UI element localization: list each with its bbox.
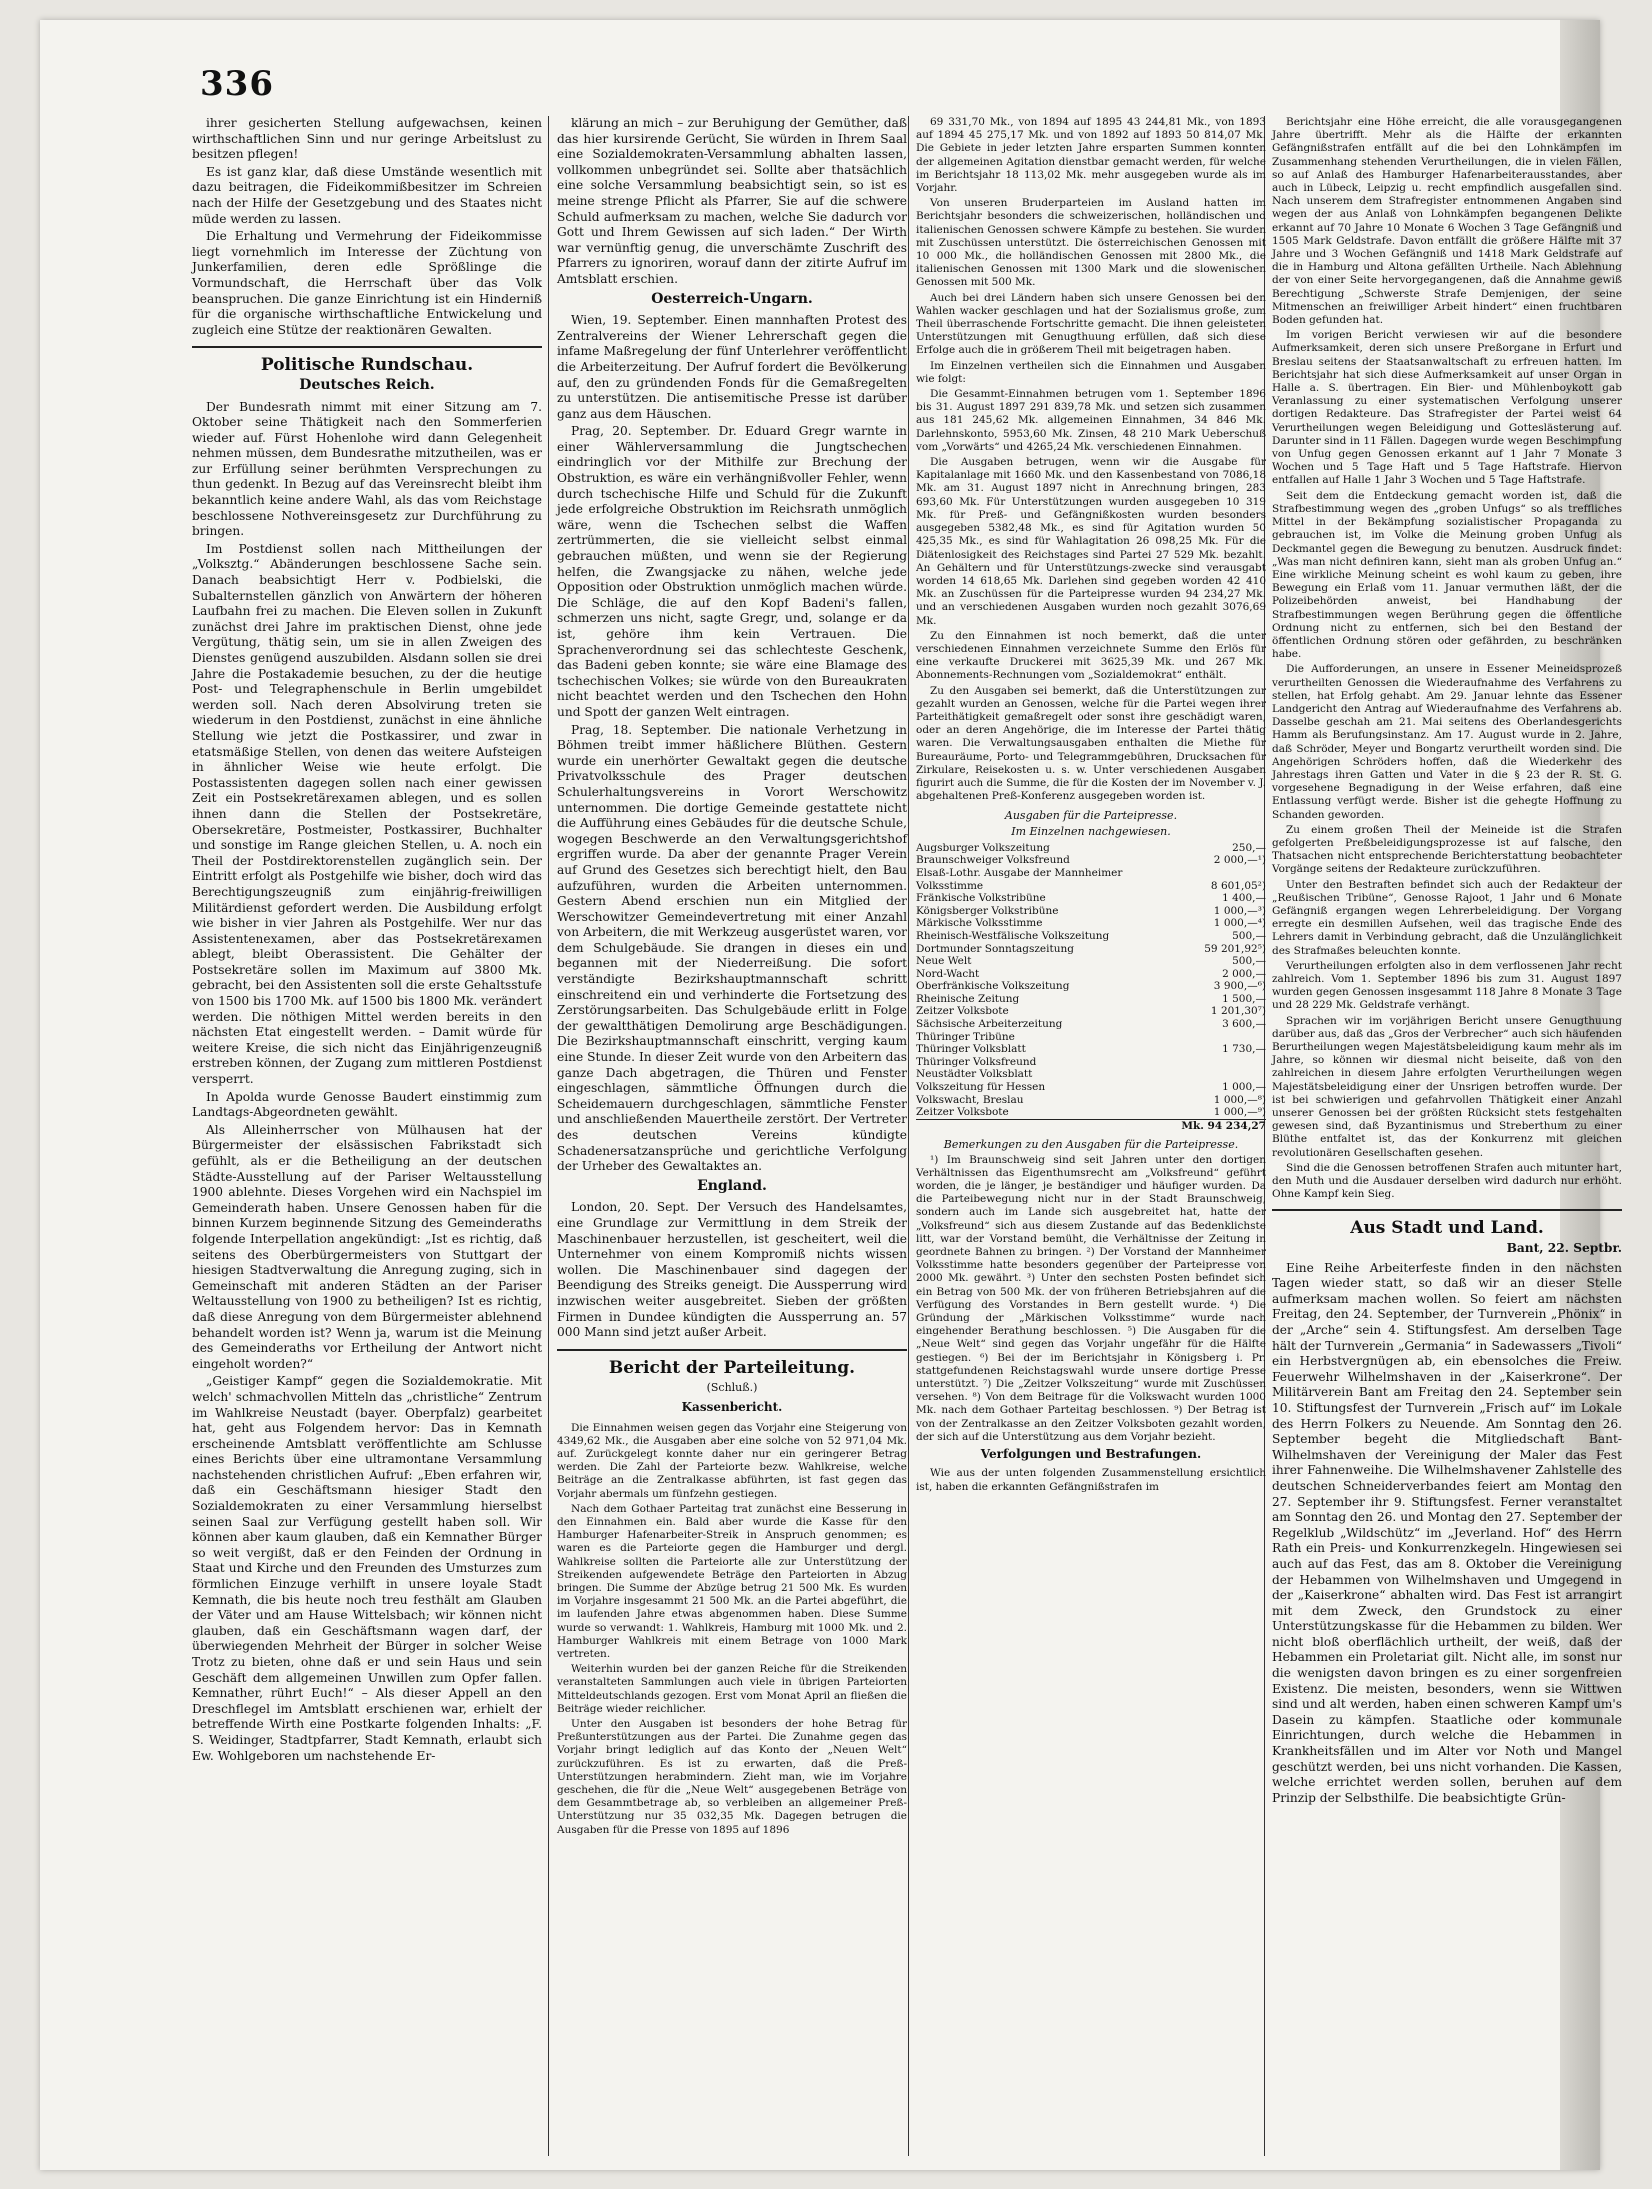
paragraph: Prag, 18. September. Die nationale Verhetzung in Böhmen treibt immer häßlichere Blüthen. Gestern wurde ein unerhörter Gewaltakt gegen die deutsche Privatvolksschule des Prager deutschen Schulerhaltungsvereins in Vorort Werschowitz unternommen. Die dortige Gemeinde gestattete nicht die Aufführung eines Gebäudes für die deutsche Schule, wogegen Beschwerde an den Verwaltungsgerichtshof ergriffen wurde. Da aber der genannte Prager Verein auf Grund des Gesetzes sich berechtigt hielt, den Bau aufzuführen, wurden die Arbeiten unternommen. Gestern Abend erschien nun ein Mitglied der Werschowitzer Gemeindevertretung mit einer Anzahl von Arbeitern, die mit Werkzeug ausgerüstet waren, vor dem Schulgebäude. Sie drangen in dieses ein und begannen mit der Niederreißung. Die sofort verständigte Bezirkshauptmannschaft schritt einschreitend ein und verhinderte die Fortsetzung des Zerstörungsarbeiten. Das Schulgebäude erlitt in Folge der gewaltthätigen Demolirung arge Beschädigungen. Die Bezirkshauptmannschaft einschritt, verging kaum eine Stunde. In dieser Zeit wurde von den Arbeitern das ganze Dach abgetragen, die Thüren und Fenster eingeschlagen, sämmtliche Öffnungen durch die Scheidemauern durchgeschlagen, sämmtliche Fenster und anschließenden Mauertheile zerstört. Der Vertreter des deutschen Vereins kündigte Schadenersatzansprüche und gerichtliche Verfolgung der Urheber des Gewaltaktes an.	[557, 722, 907, 1174]
section-subheading: Kassenbericht.	[681, 1399, 783, 1414]
table-row	[916, 930, 1266, 943]
table-row	[916, 842, 1266, 855]
column-rule	[548, 116, 549, 2156]
table-cell-value	[1164, 1056, 1266, 1069]
notes-heading: Bemerkungen zu den Ausgaben für die Parteipresse.	[943, 1138, 1239, 1152]
heading-note: (Schluß.)	[706, 1381, 758, 1395]
paragraph: Wie aus der unten folgenden Zusammenstellung ersichtlich ist, haben die erkannten Gefängnißstrafen im	[916, 1467, 1266, 1493]
table-row	[916, 1106, 1266, 1119]
paragraph: Es ist ganz klar, daß diese Umstände wesentlich mit dazu beitragen, die Fideikommißbesitzer im Schreien nach der Hilfe der Gesetzgebung und des Staates nicht müde werden zu lassen.	[192, 164, 542, 226]
table-total-row	[916, 1119, 1266, 1132]
table-cell-value: 2 000,—	[1222, 967, 1266, 980]
paragraph: Zu den Ausgaben sei bemerkt, daß die Unterstützungen zur gezahlt wurden an Genossen, welche für die Partei wegen ihrer Parteithätigkeit gemaßregelt oder sonst ihre geschädigt waren, oder an deren Angehörige, die im Interesse der Partei thätig waren. Die Verwaltungsausgaben enthalten die Miethe für Bureauräume, Porto- und Telegrammgebühren, Drucksachen für Zirkulare, Reisekosten u. s. w. Unter verschiedenen Ausgaben figurirt auch die Summe, die für die Kosten der im November v. J. abgehaltenen Preß-Konferenz ausgegeben worden ist.	[916, 684, 1266, 803]
table-caption: Ausgaben für die Parteipresse.	[1004, 809, 1178, 823]
table-cell-value: 1 000,—	[1222, 1081, 1266, 1094]
table-cell-name: Augsburger Volkszeitung	[916, 841, 1050, 854]
section-subheading: Deutsches Reich.	[299, 376, 435, 393]
table-cell-name: Neustädter Volksblatt	[916, 1068, 1033, 1081]
table-cell-value	[1164, 1068, 1266, 1081]
table-row	[916, 1094, 1266, 1107]
table-cell-name: Oberfränkische Volkszeitung	[916, 980, 1070, 993]
table-row	[916, 917, 1266, 930]
paragraph: Sind die die Genossen betroffenen Strafen auch mitunter hart, den Muth und die Ausdauer derselben wird dadurch nur erhöht. Ohne Kampf kein Sieg.	[1272, 1161, 1622, 1201]
table-cell-name: Volksstimme	[916, 879, 984, 892]
table-cell-value: 59 201,92⁵)	[1204, 942, 1266, 955]
paragraph: Unter den Ausgaben ist besonders der hohe Betrag für Preßunterstützungen aus der Partei. Die Zunahme gegen das Vorjahr bringt lediglich auf das Konto der „Neuen Welt“ zurückzuführen. Es ist zu erwarten, daß die Preß-Unterstützungen herabmindern. Zieht man, wie im Vorjahre geschehen, die für die „Neue Welt“ ausgegebenen Beträge von dem Gesammtbetrage ab, so verbleiben an allgemeiner Preß-Unterstützung nur 35 032,35 Mk. Dagegen betrugen die Ausgaben für die Presse von 1895 auf 1896	[557, 1717, 907, 1836]
paragraph: Eine Reihe Arbeiterfeste finden in den nächsten Tagen wieder statt, so daß wir an dieser Stelle aufmerksam machen wollen. So feiert am nächsten Freitag, den 24. September, der Turnverein „Phönix“ in der „Arche“ sein 4. Stiftungsfest. Am derselben Tage hält der Turnverein „Germania“ in Sadewassers „Tivoli“ ein Herbstvergnügen ab, ein ebensolches die Freiw. Feuerwehr Wilhelmshaven in der „Kaiserkrone“. Der Militärverein Bant am Freitag den 24. September sein 10. Stiftungsfest der Turnverein „Frisch auf“ im Lokale des Herrn Folkers zu Neuende. Am Sonntag den 26. September begeht die Mitgliedschaft Bant-Wilhelmshaven der Vereinigung der Maler das Fest ihrer Fahnenweihe. Die Wilhelmshavener Zahlstelle des deutschen Schneiderverbandes feiert am Montag den 27. September ihr 9. Stiftungsfest. Ferner veranstaltet am Sonntag den 26. und Montag den 27. September der Regelklub „Wildschütz“ im „Jeverland. Hof“ des Herrn Rath ein Preis- und Konkurrenzkegeln. Hingewiesen sei auch auf das Fest, das am 8. Oktober die Vereinigung der Hebammen von Wilhelmshaven und Umgegend in der „Kaiserkrone“ abhalten wird. Das Fest ist arrangirt mit dem Zweck, den Grundstock zu einer Unterstützungskasse für die Hebammen zu bilden. Wer nicht bloß oberflächlich urtheilt, der weiß, daß der Hebammen ein Proletariat gilt. Nicht alle, im sonst nur die wenigsten davon bringen es zu einer sorgenfreien Existenz. Die meisten, besonders, wenn sie Wittwen sind und alt werden, haben einen schweren Kampf um's Dasein zu kämpfen. Staatliche oder kommunale Einrichtungen, durch welche die Hebammen in Krankheitsfällen und im Alter vor Noth und Mangel geschützt werden, bei uns nicht vorhanden. Die Kassen, welche errichtet werden sollen, beruhen auf dem Prinzip der Selbsthilfe. Die beabsichtigte Grün-	[1272, 1260, 1622, 1805]
paragraph: Unter den Bestraften befindet sich auch der Redakteur der „Reußischen Tribüne“, Genosse Rajoot, 1 Jahr und 6 Monate Gefängniß ergangen wegen Lehrerbeleidigung. Der Vorgang erregte ein desmillen Aufsehen, weil das tragische Ende des Lehrers damit in Verbindung gebracht, daß die Unzulänglichkeit des Strafmaßes beleuchten konnte.	[1272, 878, 1622, 957]
paragraph: Im Postdienst sollen nach Mittheilungen der „Volksztg.“ Abänderungen beschlossene Sache sein. Danach beabsichtigt Herr v. Podbielski, die Subalternstellen gänzlich von Anwärtern der höheren Laufbahn frei zu machen. Die Eleven sollen in Zukunft zunächst drei Jahre im praktischen Dienst, ohne jede Vergütung, thätig sein, um sie in allen Zweigen des Dienstes genügend auszubilden. Alsdann sollen sie drei Jahre die Postakademie besuchen, zu der die heutige Post- und Telegraphenschule in Berlin umgebildet werden soll. Nach deren Absolvirung treten sie wiederum in den Postdienst, zunächst in eine ähnliche Stellung wie jetzt die Postkassirer, und zwar in etatsmäßige Stellen, von denen das weitere Aufsteigen in ähnlicher Weise wie heute erfolgt. Die Postassistenten dagegen sollen nach einer gewissen Zeit ein Postsekretärexamen ablegen, und es sollen ihnen dann die Stellen der Postsekretäre, Obersekretäre, Postmeister, Postkassirer, Buchhalter und sonstige im Range gleichen Stellen, u. A. noch ein Theil der Postdirektorenstellen zugänglich sein. Der Eintritt erfolgt als Postgehilfe wie bisher, doch wird das Berechtigungszeugniß zum einjährig-freiwilligen Militärdienst gefordert werden. Die Ausbildung erfolgt wie bisher in vier Jahren als Postgehilfe. Wer nur das Assistentenexamen, aber das Postsekretärexamen ablegt, bleibt Oberassistent. Die Gehälter der Postsekretäre sollen im Maximum auf 3800 Mk. gebracht, bei den Assistenten soll die erste Gehaltsstufe von 1500 bis 1700 Mk. auf 1500 bis 1800 Mk. verändert werden. Die nöthigen Mittel werden bereits in den nächsten Etat eingestellt werden. – Damit würde für weitere Kreise, die sich nicht das Einjährigenzeugniß erstreben können, der Zugang zum mittleren Postdienst versperrt.	[192, 541, 542, 1087]
table-cell-value: 500,—	[1232, 955, 1266, 968]
section-divider	[1272, 1209, 1622, 1211]
table-cell-name: Märkische Volksstimme	[916, 917, 1043, 930]
table-row	[916, 943, 1266, 956]
table-row	[916, 1068, 1266, 1081]
table-cell-name: Rheinisch-Westfälische Volkszeitung	[916, 929, 1110, 942]
paragraph: London, 20. Sept. Der Versuch des Handelsamtes, eine Grundlage zur Vermittlung in dem Streik der Maschinenbauer herzustellen, ist gescheitert, weil die Unternehmer von einem Kompromiß nichts wissen wollen. Die Maschinenbauer sind dagegen der Beendigung des Streiks geneigt. Die Aussperrung wird inzwischen weiter ausgebreitet. Sieben der größten Firmen in Dundee kündigten die Aussperrung an. 57 000 Mann sind jetzt außer Arbeit.	[557, 1200, 907, 1340]
section-divider	[192, 346, 542, 348]
paragraph: Wien, 19. September. Einen mannhaften Protest des Zentralvereins der Wiener Lehrerschaft gegen die infame Maßregelung der fünf Unterlehrer veröffentlicht die Arbeiterzeitung. Der Aufruf fordert die Bevölkerung auf, den zu gründenden Fonds für die Gemaßregelten zu unterstützen. Die antisemitische Presse ist darüber ganz aus dem Häuschen.	[557, 313, 907, 421]
table-cell-name: Rheinische Zeitung	[916, 992, 1020, 1005]
column-rule	[908, 116, 909, 2156]
table-cell-value: 3 600,—	[1222, 1018, 1266, 1031]
column-3	[916, 116, 1266, 2166]
newspaper-page	[40, 20, 1622, 2170]
column-4	[1272, 116, 1622, 2166]
column-2	[557, 116, 907, 2166]
table-cell-name: Thüringer Tribüne	[916, 1030, 1015, 1043]
footnotes: ¹) Im Braunschweig sind seit Jahren unter den dortigen Verhältnissen das Eigenthumsrecht am „Volksfreund“ geführt worden, die je länger, je beständiger und häufiger wurden. Da die Parteibewegung nicht nur in der Stadt Braunschweig, sondern auch im Lande sich ausgebreitet hat, hatte der „Volksfreund“ sich aus diesem Zustande auf das Bedenklichste litt, war der Vorstand bemüht, die Verhältnisse der Zeitung in geordnete Bahnen zu bringen. ²) Der Vorstand der Mannheimer Volksstimme hatte besonders gegenüber der Parteipresse von 2000 Mk. gewährt. ³) Unter den sechsten Posten befindet sich ein Betrag von 500 Mk. der von früheren Betriebsjahren auf die Verfügung des Vorstandes in Bern gestellt wurde. ⁴) Die Gründung der „Märkischen Volksstimme“ wurde nach eingehender Berathung beschlossen. ⁵) Die Ausgaben für die „Neue Welt“ sind gegen das Vorjahr ungefähr für die Hälfte gestiegen. ⁶) Bei der im Berichtsjahr in Königsberg i. Pr. stattgefundenen Reichstagswahl wurde unsere dortige Presse unterstützt. ⁷) Die „Zeitzer Volkszeitung“ wurde mit Zuschüssen versehen. ⁸) Von dem Beitrage für die Volkswacht wurden 1000 Mk. nach dem Gothaer Parteitag beschlossen. ⁹) Der Betrag ist von der Zentralkasse an den Zeitzer Volksboten gezahlt worden, der sich auf die Unterstützung aus dem Vorjahr bezieht.	[916, 1153, 1266, 1443]
table-row	[916, 980, 1266, 993]
table-cell-name: Zeitzer Volksbote	[916, 1106, 1009, 1119]
table-row	[916, 968, 1266, 981]
column-1	[192, 116, 542, 2166]
press-expenses-table	[916, 842, 1266, 1133]
section-subheading: Verfolgungen und Bestrafungen.	[980, 1447, 1202, 1462]
paragraph: 69 331,70 Mk., von 1894 auf 1895 43 244,81 Mk., von 1893 auf 1894 45 275,17 Mk. und von 1892 auf 1893 50 814,07 Mk. Die Gebiete in jeder letzten Jahre ersparten Summen konnten der allgemeinen Agitation dienstbar gemacht werden, für welche im Berichtsjahr 18 113,02 Mk. mehr ausgegeben wurde als im Vorjahr.	[916, 116, 1266, 195]
paragraph: Von unseren Bruderparteien im Ausland hatten im Berichtsjahr besonders die schweizerischen, holländischen und italienischen Genossen schwere Kämpfe zu bestehen. Sie wurden mit Zuschüssen unterstützt. Die österreichischen Genossen mit 10 000 Mk., die holländischen Genossen mit 2800 Mk., die italienischen Genossen mit 1300 Mark und die slowenischen Genossen mit 500 Mk.	[916, 197, 1266, 289]
table-cell-name: Thüringer Volksfreund	[916, 1055, 1037, 1068]
section-divider	[557, 1349, 907, 1351]
table-cell-value: 500,—	[1232, 929, 1266, 942]
paragraph: „Geistiger Kampf“ gegen die Sozialdemokratie. Mit welch' schmachvollen Mitteln das „christliche“ Zentrum im Wahlkreise Neustadt (bayer. Oberpfalz) gearbeitet hat, geht aus Folgendem hervor: Das in Kemnath erscheinende Amtsblatt veröffentlichte am Schlusse eines Berichts über eine ultramontane Versammlung nachstehenden christlichen Aufruf: „Eben erfahren wir, daß ein Geschäftsmann hiesiger Stadt den Sozialdemokraten zu einer Versammlung hierselbst seinen Saal zur Verfügung gestellt haben soll. Wir können aber kaum glauben, daß ein Kemnather Bürger so weit vergißt, daß er den Feinden der Ordnung in Staat und Kirche und den Freunden des Umsturzes zum förmlichen Einzuge verhilft in unsere loyale Stadt Kemnath, die bis heute noch treu festhält am Glauben der Väter und am Hause Wittelsbach; wir können nicht glauben, daß ein Geschäftsmann wagen darf, der überwiegenden Mehrheit der Bürger in solcher Weise Trotz zu bieten, ohne daß er und sein Haus und sein Geschäft dem allgemeinen Unwillen zum Opfer fallen. Kemnather, rührt Euch!“ – Als dieser Appell an den Dreschflegel im Amtsblatt erschienen war, erhielt der betreffende Wirth eine Postkarte folgenden Inhalts: „F. S. Weidinger, Stadtpfarrer, Stadt Kemnath, erlaubt sich Ew. Wohlgeboren um nachstehende Er-	[192, 1374, 542, 1763]
paragraph: Sprachen wir im vorjährigen Bericht unsere Genugthuung darüber aus, daß das „Gros der Verbrecher“ auch sich häufenden Berurtheilungen wegen Majestätsbeleidigung kaum mehr als im Jahre, so können wir diesmal nicht beiseite, daß von den zahlreichen in diesem Jahre erfolgten Verurtheilungen wegen Majestätsbeleidigung einer der Unsrigen betroffen wurde. Der ist bei schwierigen und gefahrvollen Thätigkeit einer Anzahl unserer Genossen bei der größten Rücksicht stets festgehalten gewesen sind, daß Byzantinismus und Streberthum zu einer Blüthe entfaltet ist, das der Konkurrenz mit gleichen revolutionären Gesellschaften gesehen.	[1272, 1014, 1622, 1159]
table-cell-name: Fränkische Volkstribüne	[916, 892, 1046, 905]
table-row	[916, 880, 1266, 893]
paragraph: Seit dem die Entdeckung gemacht worden ist, daß die Strafbestimmung wegen des „groben Unfugs“ so als treffliches Mittel in der Bekämpfung sozialistischer Propaganda zu gebrauchen ist, im Volke die Meinung groben Unfug als Deckmantel gegen die Bewegung zu benutzen. Ausdruck findet: „Was man nicht definiren kann, sieht man als groben Unfug an.“ Eine wirkliche Meinung scheint es wohl kaum zu geben, ihre Bewegung ein Erlaß vom 11. Januar vermuthen läßt, der die Polizeibehörden anweist, bei Handhabung der Strafbestimmungen wegen Berührung gegen die öffentliche Ordnung nicht zu entfernen, sich bei den Bestand der öffentlichen Ordnung stören oder gefährden, zu beschränken habe.	[1272, 489, 1622, 661]
table-cell-name: Neue Welt	[916, 955, 972, 968]
table-row	[916, 1043, 1266, 1056]
table-cell-value: 1 000,—³)	[1213, 904, 1266, 917]
table-cell-value: 1 000,—⁸)	[1213, 1093, 1266, 1106]
paragraph: Auch bei drei Ländern haben sich unsere Genossen bei den Wahlen wacker geschlagen und hat der Sozialismus große, zum Theil überraschende Fortschritte gemacht. Die ihnen geleisteten Unterstützungen mit Genugthuung erfüllen, daß sich diese Erfolge auch die in größerem Theil mit beigetragen haben.	[916, 291, 1266, 357]
table-cell-name: Braunschweiger Volksfreund	[916, 854, 1070, 867]
table-row	[916, 892, 1266, 905]
table-cell-name: Königsberger Volkstribüne	[916, 904, 1059, 917]
table-cell-value	[1164, 1031, 1266, 1044]
paragraph: Die Gesammt-Einnahmen betrugen vom 1. September 1896 bis 31. August 1897 291 839,78 Mk. und setzen sich zusammen aus 181 245,62 Mk. allgemeinen Einnahmen, 34 846 Mk. Darlehnskonto, 5953,60 Mk. Zinsen, 48 210 Mark Ueberschuß vom „Vorwärts“ und 4265,24 Mk. verschiedenen Einnahmen.	[916, 388, 1266, 453]
paragraph: Zu einem großen Theil der Meineide ist die Strafen gefolgerten Preßbeleidigungsprozesse ist auf falsche, den Thatsachen nicht entsprechende Berichterstattung beobachteter Vorgänge seitens der Redakteure zurückzuführen.	[1272, 823, 1622, 876]
table-cell-name: Zeitzer Volksbote	[916, 1005, 1009, 1018]
table-cell-name: Thüringer Volksblatt	[916, 1043, 1026, 1056]
table-row	[916, 1005, 1266, 1018]
paragraph: Nach dem Gothaer Parteitag trat zunächst eine Besserung in den Einnahmen ein. Bald aber wurde die Kasse für den Hamburger Hafenarbeiter-Streik in Anspruch genommen; es waren es die Parteiorte gegen die Hamburger und dergl. Wahlkreise sollten die Parteiorte alle zur Unterstützung der Streikenden aufgewendete Beträge den Parteiorten in Abzug bringen. Die Summe der Abzüge betrug 21 500 Mk. Es wurden im Vorjahre insgesammt 21 500 Mk. an die Partei abgeführt, die im laufenden Jahre etwas abgenommen haben. Diese Summe wurde so verwandt: 1. Wahlkreis, Hamburg mit 1000 Mk. und 2. Hamburger Wahlkreis mit einem Betrage von 1000 Mark vertreten.	[557, 1502, 907, 1660]
table-row	[916, 1018, 1266, 1031]
table-cell-name: Dortmunder Sonntagszeitung	[916, 942, 1074, 955]
paragraph: Die Erhaltung und Vermehrung der Fideikommisse liegt vornehmlich im Interesse der Züchtung von Junkerfamilien, deren edle Sprößlinge die Vormundschaft, die Herrschaft über das Volk beanspruchen. Die ganze Einrichtung ist ein Hinderniß für die organische wirthschaftliche Entwickelung und zugleich eine Stütze der reaktionären Gewalten.	[192, 229, 542, 337]
paragraph: Der Bundesrath nimmt mit einer Sitzung am 7. Oktober seine Thätigkeit nach den Sommerferien wieder auf. Fürst Hohenlohe wird dann Gelegenheit nehmen müssen, dem Bundesrathe mitzutheilen, was er zur Erfüllung seiner berühmten Versprechungen zu thun gedenkt. In Bezug auf das Vereinsrecht bleibt ihm bekanntlich keine andere Wahl, als das vom Reichstage beschlossene Nothvereinsgesetz zur Durchführung zu bringen.	[192, 399, 542, 539]
paragraph: Im Einzelnen vertheilen sich die Einnahmen und Ausgaben wie folgt:	[916, 359, 1266, 385]
table-cell-value: 1 000,—⁴)	[1213, 917, 1266, 930]
table-cell-name: Sächsische Arbeiterzeitung	[916, 1018, 1063, 1031]
table-cell-value: 1 400,—	[1222, 892, 1266, 905]
table-cell-value: 1 730,—	[1222, 1043, 1266, 1056]
paragraph: In Apolda wurde Genosse Baudert einstimmig zum Landtags-Abgeordneten gewählt.	[192, 1089, 542, 1120]
table-cell-value: 250,—	[1232, 841, 1266, 854]
table-cell-value: 8 601,05²)	[1210, 879, 1266, 892]
paragraph: Prag, 20. September. Dr. Eduard Gregr warnte in einer Wählerversammlung die Jungtschechen eindringlich vor der Mithilfe zur Brechung der Obstruktion, es wäre ein verhängnißvoller Fehler, wenn durch tschechische Hilfe und Schuld für die Zukunft jede erfolgreiche Obstruktion im Reichsrath unmöglich wäre, wenn die Tschechen selbst die Waffen zertrümmerten, die sie vielleicht selbst einmal gebrauchen müßten, und wenn sie der Regierung helfen, die Zwangsjacke zu nähen, welche jede Opposition oder Obstruktion unmöglich machen würde. Die Schläge, die auf den Kopf Badeni's fallen, schmerzen uns nicht, sagte Gregr, und, solange er da ist, gehöre ihm kein Vertrauen. Die Sprachenverordnung sei das schlechteste Geschenk, das Badeni geben konnte; sie wäre eine Blamage des tschechischen Volkes; sie würde von den Bureaukraten nicht beachtet werden und den Tschechen den Hohn und Spott der ganzen Welt eintragen.	[557, 424, 907, 719]
table-row	[916, 1056, 1266, 1069]
section-heading: Bericht der Parteileitung.	[608, 1357, 856, 1378]
table-total: Mk. 94 234,27	[1164, 1119, 1266, 1132]
paragraph: Im vorigen Bericht verwiesen wir auf die besondere Aufmerksamkeit, deren sich unsere Preßorgane in Erfurt und Breslau seitens der Staatsanwaltschaft zu erfreuen hatten. Im Berichtsjahr hat sich diese Aufmerksamkeit auf unser Organ in Halle a. S. übertragen. Ein Bier- und Mühlenboykott gab Veranlassung zu einer systematischen Verfolgung unserer dortigen Redakteure. Das Strafregister der Partei weist 64 Verurtheilungen wegen Beleidigung und Gotteslästerung auf. Darunter sind in 11 Fällen. Dagegen wurde wegen Beschimpfung von Unfug gegen Genossen erkannt auf 1 Jahr 7 Monate 3 Wochen und 5 Tage Haft und 5 Tage Haftstrafe. Hiervon entfallen auf Halle 1 Jahr 3 Wochen und 5 Tage Haftstrafe.	[1272, 329, 1622, 487]
paragraph: Die Ausgaben betrugen, wenn wir die Ausgabe für Kapitalanlage mit 1660 Mk. und den Kassenbestand von 7086,18 Mk. am 31. August 1897 nicht in Anrechnung bringen, 283 693,60 Mk. Für Unterstützungen wurden ausgegeben 10 319 Mk. für Preß- und Gefängnißkosten wurden besonders ausgegeben 5382,48 Mk., es sind für Agitation wurden 50 425,35 Mk., es sind für Wahlagitation 26 098,25 Mk. Für die Diätenlosigkeit des Reichstages sind Partei 27 529 Mk. bezahlt. An Gehältern und für Unterstützungs-zwecke sind verausgabt worden 14 618,65 Mk. Darlehen sind gegeben worden 42 410 Mk. an Zuschüssen für die Parteipresse wurden 94 234,27 Mk. und an verschiedenen Ausgaben wurden noch gezahlt 3076,69 Mk.	[916, 456, 1266, 627]
table-row	[916, 955, 1266, 968]
table-cell-value: 1 500,—	[1222, 992, 1266, 1005]
table-row	[916, 993, 1266, 1006]
section-heading: Aus Stadt und Land.	[1350, 1218, 1544, 1239]
section-heading: Politische Rundschau.	[260, 355, 474, 376]
table-row	[916, 867, 1266, 880]
paragraph: Weiterhin wurden bei der ganzen Reiche für die Streikenden veranstalteten Sammlungen auch viele in übrigen Parteiorten Mitteldeutschlands gezogen. Erst vom Monat April an fließen die Beiträge wieder reichlicher.	[557, 1663, 907, 1715]
section-subheading: England.	[697, 1177, 767, 1194]
table-cell-name: Volkswacht, Breslau	[916, 1093, 1024, 1106]
paragraph: Verurtheilungen erfolgten also in dem verflossenen Jahr recht zahlreich. Vom 1. September 1896 bis zum 31. August 1897 wurden gegen Genossen insgesammt 118 Jahre 8 Monate 3 Tage und 28 229 Mk. Geldstrafe verhängt.	[1272, 959, 1622, 1012]
dateline: Bant, 22. Septbr.	[1506, 1241, 1622, 1256]
table-cell-value: 1 000,—⁹)	[1213, 1106, 1266, 1119]
table-cell-value: 1 201,30⁷)	[1210, 1005, 1266, 1018]
paragraph: Als Alleinherrscher von Mülhausen hat der Bürgermeister der elsässischen Fabrikstadt sich gefühlt, als er die Betheiligung an der deutschen Städte-Ausstellung auf der Pariser Weltausstellung 1900 ablehnte. Dieses Vorgehen wird ein Nachspiel im Gemeinderath haben. Unsere Genossen haben für die binnen Kurzem beginnende Sitzung des Gemeinderaths folgende Interpellation angekündigt: „Ist es richtig, daß seitens des Oberbürgermeisters von Stuttgart der hiesigen Stadtverwaltung die Anregung zuging, sich in Gemeinschaft mit anderen Städten an der Pariser Weltausstellung von 1900 zu betheiligen? Ist es richtig, daß diese Anregung von dem Bürgermeister ablehnend behandelt worden ist? Wenn ja, warum ist die Meinung des Gemeinderaths vor Ertheilung der Antwort nicht eingeholt worden?“	[192, 1122, 542, 1371]
table-row	[916, 905, 1266, 918]
paragraph: Zu den Einnahmen ist noch bemerkt, daß die unter verschiedenen Einnahmen verzeichnete Summe den Erlös für eine verkaufte Druckerei mit 3625,39 Mk. und 267 Mk. Abonnements-Rechnungen vom „Sozialdemokrat“ enthält.	[916, 629, 1266, 682]
table-cell-value: 3 900,—⁶)	[1213, 980, 1266, 993]
paragraph: Die Einnahmen weisen gegen das Vorjahr eine Steigerung von 4349,62 Mk., die Ausgaben aber eine solche von 52 971,04 Mk. auf. Zurückgelegt konnte daher nur ein geringerer Betrag werden. Die Zahl der Parteiorte bezw. Wahlkreise, welche Beiträge an die Zentralkasse abführten, ist fast gegen das Vorjahr abermals um fünfzehn gestiegen.	[557, 1421, 907, 1500]
table-row	[916, 854, 1266, 867]
table-subcaption: Im Einzelnen nachgewiesen.	[1011, 824, 1171, 838]
table-row	[916, 1031, 1266, 1044]
paragraph: Berichtsjahr eine Höhe erreicht, die alle vorausgegangenen Jahre übertrifft. Mehr als die Hälfte der erkannten Gefängnißstrafen entfällt auf die bei den Lohnkämpfen im Zusammenhang stehenden Verurtheilungen, die in vielen Fällen, so auf Anlaß des Hamburger Hafenarbeiterausstandes, aber auch in Lübeck, Leipzig u. recht empfindlich ausgefallen sind. Nach unserem dem Strafregister entnommenen Angaben sind wegen der aus Anlaß von Lohnkämpfen begangenen Delikte erkannt auf 70 Jahre 10 Monate 6 Wochen 3 Tage Gefängniß und 1505 Mark Geldstrafe. Davon entfällt die größere Hälfte mit 37 Jahre und 3 Wochen Gefängniß und 1418 Mark Geldstrafe auf die in Hamburg und Altona gefällten Urtheile. Nach Ablehnung der von einer Seite hervorgegangenen, daß die Annahme gewiß Berechtigung „Schwerste Strafe Demjenigen, der seine Mitmenschen an freiwilliger Arbeit hindert“ einen fruchtbaren Boden gefunden hat.	[1272, 116, 1622, 327]
table-row	[916, 1081, 1266, 1094]
table-cell-name: Nord-Wacht	[916, 967, 980, 980]
paragraph: klärung an mich – zur Beruhigung der Gemüther, daß das hier kursirende Gerücht, Sie würden in Ihrem Saal eine Sozialdemokraten-Versammlung abhalten lassen, vollkommen unbegründet sei. Sollte aber thatsächlich eine solche Versammlung beabsichtigt sein, so ist es meine strenge Pflicht als Pfarrer, Sie auf die schwere Schuld aufmerksam zu machen, welche Sie dadurch vor Gott und Ihrem Gewissen auf sich laden.“ Der Wirth war vernünftig genug, die unverschämte Zuschrift des Pfarrers zu ignoriren, worauf dann der zitirte Aufruf im Amtsblatt erschien.	[557, 116, 907, 286]
section-subheading: Oesterreich-Ungarn.	[651, 290, 813, 307]
table-cell-value	[1164, 867, 1266, 880]
paragraph: Die Aufforderungen, an unsere in Essener Meineidsprozeß verurtheilten Genossen die Wiederaufnahme des Verfahrens zu stellen, hat Erfolg gehabt. Am 29. Januar lehnte das Essener Landgericht den Antrag auf Wiederaufnahme des Verfahrens ab. Dasselbe geschah am 21. Mai seitens des Oberlandesgerichts Hamm als Berufungsinstanz. Am 17. August wurde in 2. Jahre, daß Schröder, Meyer und Bongartz verurtheilt worden sind. Die Angehörigen Schröders hoffen, daß die Wiederkehr des Jahrestags ihren Gatten und Vater in die § 23 der R. St. G. vorgesehene Begnadigung in der Weise erfahren, daß eine Entlassung verfügt werde. Bisher ist die gehegte Hoffnung zu Schanden geworden.	[1272, 663, 1622, 821]
table-cell-name: Volkszeitung für Hessen	[916, 1081, 1046, 1094]
table-cell-value: 2 000,—¹)	[1213, 854, 1266, 867]
paragraph: ihrer gesicherten Stellung aufgewachsen, keinen wirthschaftlichen Sinn und nur geringe Arbeitslust zu besitzen pflegen!	[192, 116, 542, 162]
page-number: 336	[200, 64, 274, 104]
table-cell-name: Elsaß-Lothr. Ausgabe der Mannheimer	[916, 866, 1123, 879]
